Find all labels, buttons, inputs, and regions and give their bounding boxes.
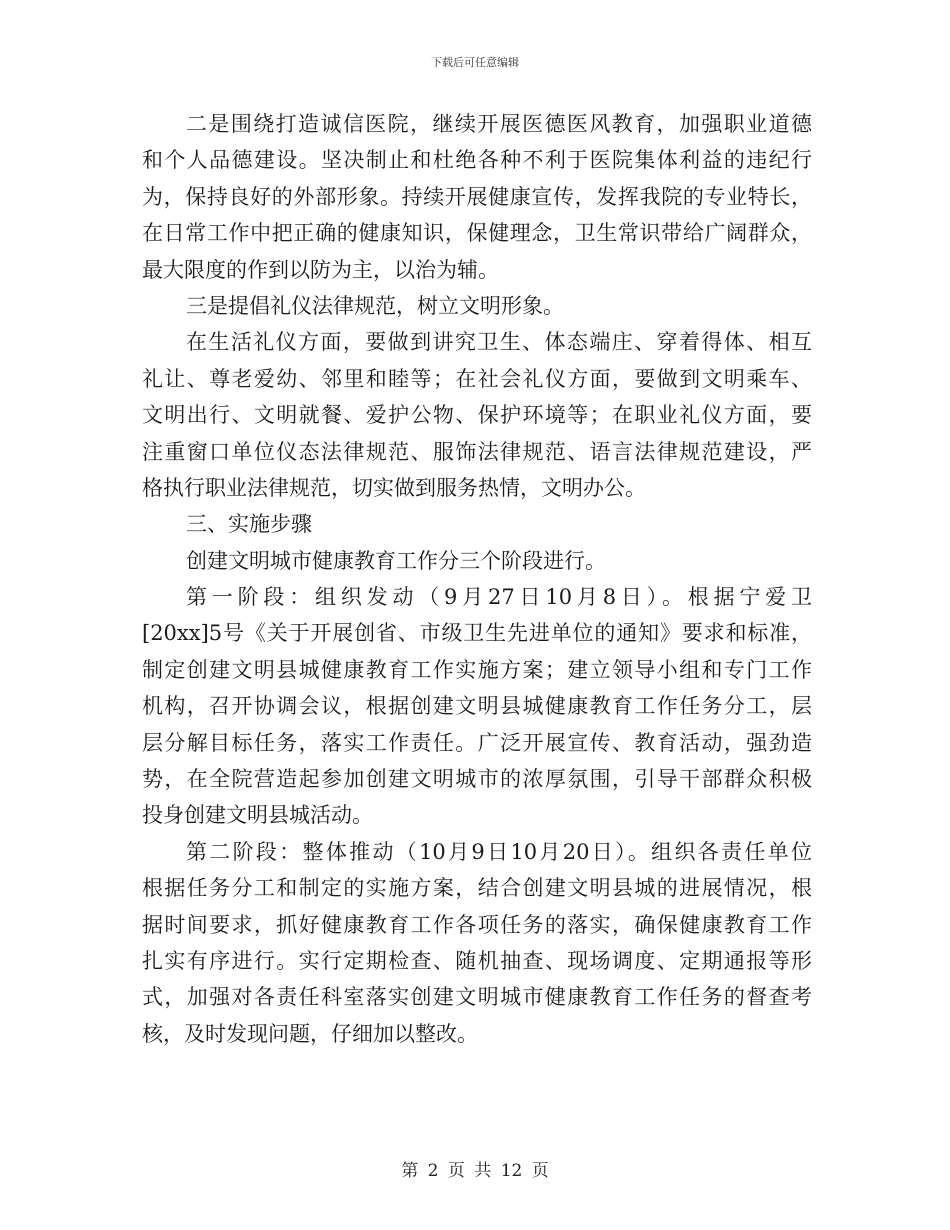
text-line: 势，在全院营造起参加创建文明城市的浓厚氛围，引导干部群众积极 [142, 767, 812, 792]
text-line: 文明出行、文明就餐、爱护公物、保护环境等；在职业礼仪方面，要 [142, 403, 812, 428]
paragraph [142, 288, 812, 324]
text-line: 最大限度的作到以防为主，以治为辅。 [142, 257, 499, 282]
text-line: 为，保持良好的外部形象。持续开展健康宣传，发挥我院的专业特长， [142, 184, 812, 209]
text-line: 第一阶段：组织发动（9月27日10月8日）。根据宁爱卫 [186, 585, 812, 610]
text-line: 在日常工作中把正确的健康知识，保健理念，卫生常识带给广阔群众， [142, 221, 812, 246]
text-line: 制定创建文明县城健康教育工作实施方案；建立领导小组和专门工作 [142, 657, 812, 682]
text-line: 据时间要求，抓好健康教育工作各项任务的落实，确保健康教育工作 [142, 912, 812, 937]
paragraph [142, 324, 812, 506]
paragraph [142, 543, 812, 579]
text-line: 创建文明城市健康教育工作分三个阶段进行。 [186, 548, 606, 573]
text-line: 礼让、尊老爱幼、邻里和睦等；在社会礼仪方面，要做到文明乘车、 [142, 366, 812, 391]
section-heading [142, 506, 812, 542]
text-line: 第二阶段：整体推动（10月9日10月20日）。组织各责任单位 [186, 839, 812, 864]
text-line: 格执行职业法律规范，切实做到服务热情，文明办公。 [142, 475, 646, 500]
text-line: 核，及时发现问题，仔细加以整改。 [142, 1021, 478, 1046]
text-line: 注重窗口单位仪态法律规范、服饰法律规范、语言法律规范建设，严 [142, 439, 812, 464]
text-line: 在生活礼仪方面，要做到讲究卫生、体态端庄、穿着得体、相互 [186, 330, 812, 355]
text-line: 三、实施步骤 [186, 512, 312, 537]
text-line: 三是提倡礼仪法律规范，树立文明形象。 [186, 293, 564, 318]
text-line: 根据任务分工和制定的实施方案，结合创建文明县城的进展情况，根 [142, 876, 812, 901]
paragraph [142, 579, 812, 834]
text-line: [20xx]5号《关于开展创省、市级卫生先进单位的通知》要求和标准， [142, 621, 812, 646]
document-body [142, 106, 812, 1052]
page-header: 下载后可任意编辑 [431, 56, 519, 69]
text-line: 式，加强对各责任科室落实创建文明城市健康教育工作任务的督查考 [142, 985, 812, 1010]
paragraph [142, 106, 812, 288]
text-line: 投身创建文明县城活动。 [142, 803, 373, 828]
text-line: 机构，召开协调会议，根据创建文明县城健康教育工作任务分工，层 [142, 694, 812, 719]
text-line: 层分解目标任务，落实工作责任。广泛开展宣传、教育活动，强劲造 [142, 730, 812, 755]
text-line: 二是围绕打造诚信医院，继续开展医德医风教育，加强职业道德 [186, 112, 812, 136]
text-line: 扎实有序进行。实行定期检查、随机抽查、现场调度、定期通报等形 [142, 948, 812, 973]
paragraph [142, 834, 812, 1052]
text-line: 和个人品德建设。坚决制止和杜绝各种不利于医院集体利益的违纪行 [142, 148, 812, 173]
page-number: 第 2 页 共 12 页 [401, 1161, 549, 1181]
